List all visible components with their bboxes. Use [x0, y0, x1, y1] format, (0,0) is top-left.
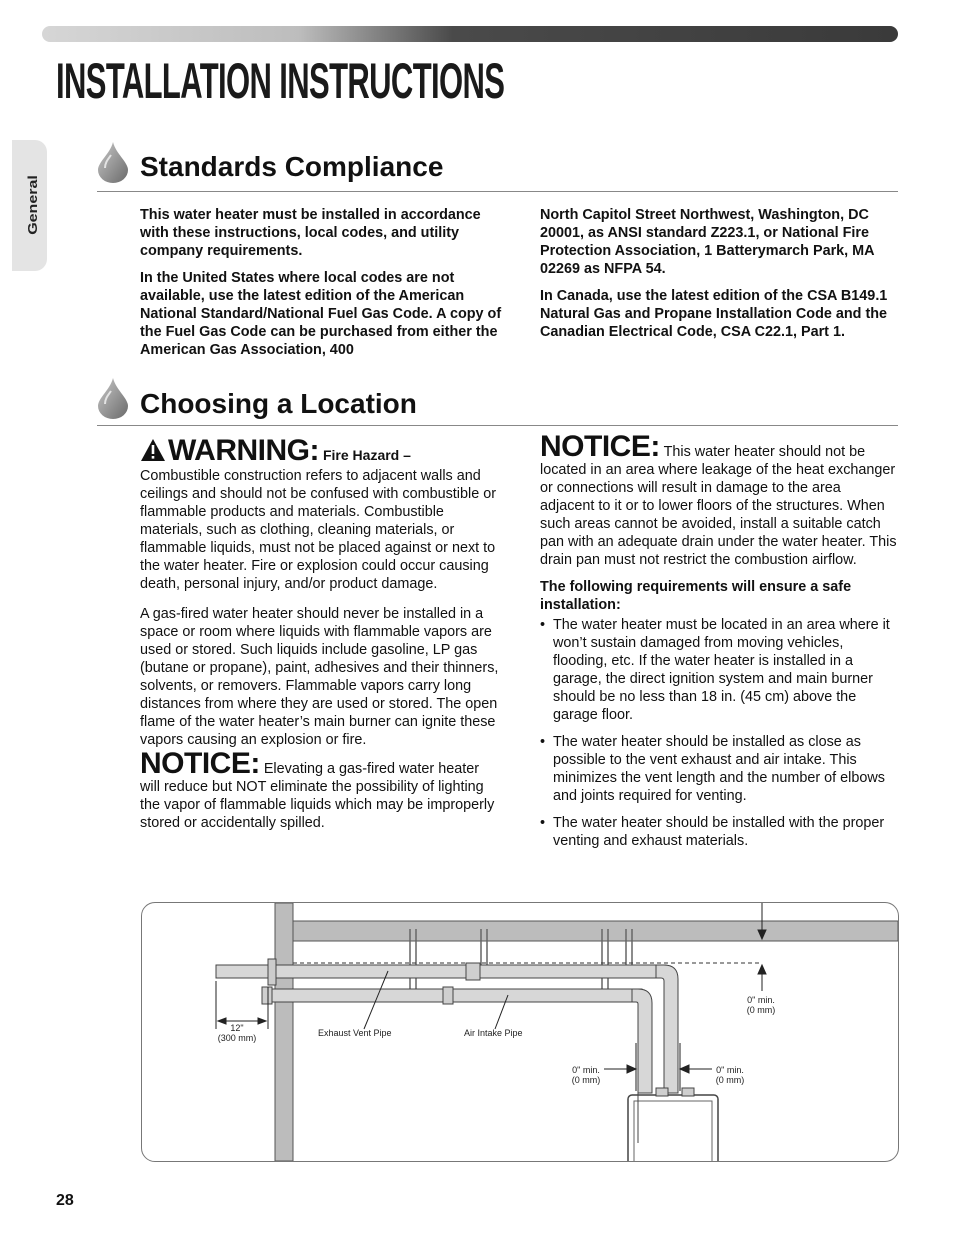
clearance-metric: (0 mm) [746, 1005, 776, 1015]
warning-subject: Fire Hazard – [322, 447, 411, 463]
standards-paragraph: This water heater must be installed in accordance with these instructions, local codes, and utility company requirements. [140, 207, 481, 259]
notice-elevation [140, 747, 502, 832]
header-bar [42, 26, 898, 42]
clearance-value: 0" min. [572, 1065, 600, 1075]
warning-triangle-icon [140, 438, 166, 462]
location-left-column [140, 434, 502, 841]
water-drop-icon [96, 376, 130, 420]
dimension-12-label [212, 1023, 262, 1043]
list-item: • The water heater should be installed with the proper venting and exhaust materials. [540, 814, 898, 850]
section-divider [97, 425, 898, 426]
page-title: INSTALLATION INSTRUCTIONS [56, 53, 505, 109]
warning-heading [140, 434, 502, 467]
location-heading: Choosing a Location [140, 388, 417, 419]
clearance-metric: (0 mm) [715, 1075, 745, 1085]
standards-right-column [540, 206, 902, 350]
left-clearance-label [566, 1065, 606, 1085]
flammable-vapors-paragraph: A gas-fired water heater should never be installed in a space or room where liquids with flammable vapors are used or stored. Such liquids include gasoline, LP gas (butane or propane), paint, adhesives and their thinners, solvents, or removers. Flammable vapors carry long distances from where they are used or stored. The open flame of the water heater’s main burner can ignite these vapors causing an explosion or fire. [140, 606, 499, 748]
location-right-column [540, 430, 898, 859]
standards-heading: Standards Compliance [140, 151, 444, 182]
standards-paragraph: In the United States where local codes are not available, use the latest edition of the American National Standard/National Fuel Gas Code. A copy of the Fuel Gas Code can be purchased from either the American Gas Association, 400 [140, 270, 502, 358]
notice-leakage [540, 430, 898, 569]
clearance-metric: (0 mm) [571, 1075, 601, 1085]
requirements-list [540, 616, 898, 850]
notice-body: Elevating a gas-fired water heater will reduce but NOT eliminate the possibility of lighting the vapor of flammable liquids which may be improperly stored or accidentally spilled. [140, 761, 495, 831]
page-number: 28 [56, 1192, 74, 1209]
notice-label: NOTICE: [140, 747, 260, 780]
top-clearance-label [738, 995, 784, 1015]
warning-body: Combustible construction refers to adjacent walls and ceilings and should not be confused with combustible or flammable products and materials. Combustible materials, such as clothing, cleaning materials, or flammable liquids, must not be placed against or next to the water heater. Fire or explosion could occur causing death, personal injury, and/or product damage. [140, 468, 496, 592]
notice-label: NOTICE: [540, 430, 660, 463]
standards-left-column [140, 206, 505, 368]
right-clearance-label [710, 1065, 750, 1085]
dimension-value: 12" [230, 1023, 244, 1033]
warning-label: WARNING: [168, 434, 319, 467]
list-item: • The water heater must be located in an area where it won’t sustain damaged from moving vehicles, flooding, etc. If the water heater is installed in a garage, the direct ignition system and main burner should be no less than 18 in. (45 cm) above the garage floor. [540, 616, 898, 724]
air-intake-pipe-label: Air Intake Pipe [464, 1028, 523, 1038]
standards-paragraph: In Canada, use the latest edition of the CSA B149.1 Natural Gas and Propane Installation Code and the Canadian Electrical Code, CSA C22.1, Part 1. [540, 288, 888, 340]
list-item: • The water heater should be installed as close as possible to the vent exhaust and air intake. This minimizes the vent length and the number of elbows and joints required for venting. [540, 733, 898, 805]
clearance-value: 0" min. [716, 1065, 744, 1075]
section-side-tab [12, 140, 47, 271]
side-tab-label: General [26, 175, 41, 235]
requirements-intro: The following requirements will ensure a safe installation: [540, 579, 852, 613]
notice-body: This water heater should not be located in an area where leakage of the heat exchanger or connections will result in damage to the area adjacent to it or to lower floors of the structures. When such areas cannot be avoided, install a suitable catch pan with an adequate drain under the water heater. This drain pan must not restrict the combustion airflow. [540, 444, 897, 568]
exhaust-vent-pipe-label: Exhaust Vent Pipe [318, 1028, 392, 1038]
section-divider [97, 191, 898, 192]
clearance-value: 0" min. [747, 995, 775, 1005]
installation-clearance-diagram [141, 902, 899, 1162]
standards-paragraph: North Capitol Street Northwest, Washington, DC 20001, as ANSI standard Z223.1, or National Fire Protection Association, 1 Batterymarch Park, MA 02269 as NFPA 54. [540, 207, 875, 277]
dimension-metric: (300 mm) [217, 1033, 257, 1043]
water-drop-icon [96, 140, 130, 184]
